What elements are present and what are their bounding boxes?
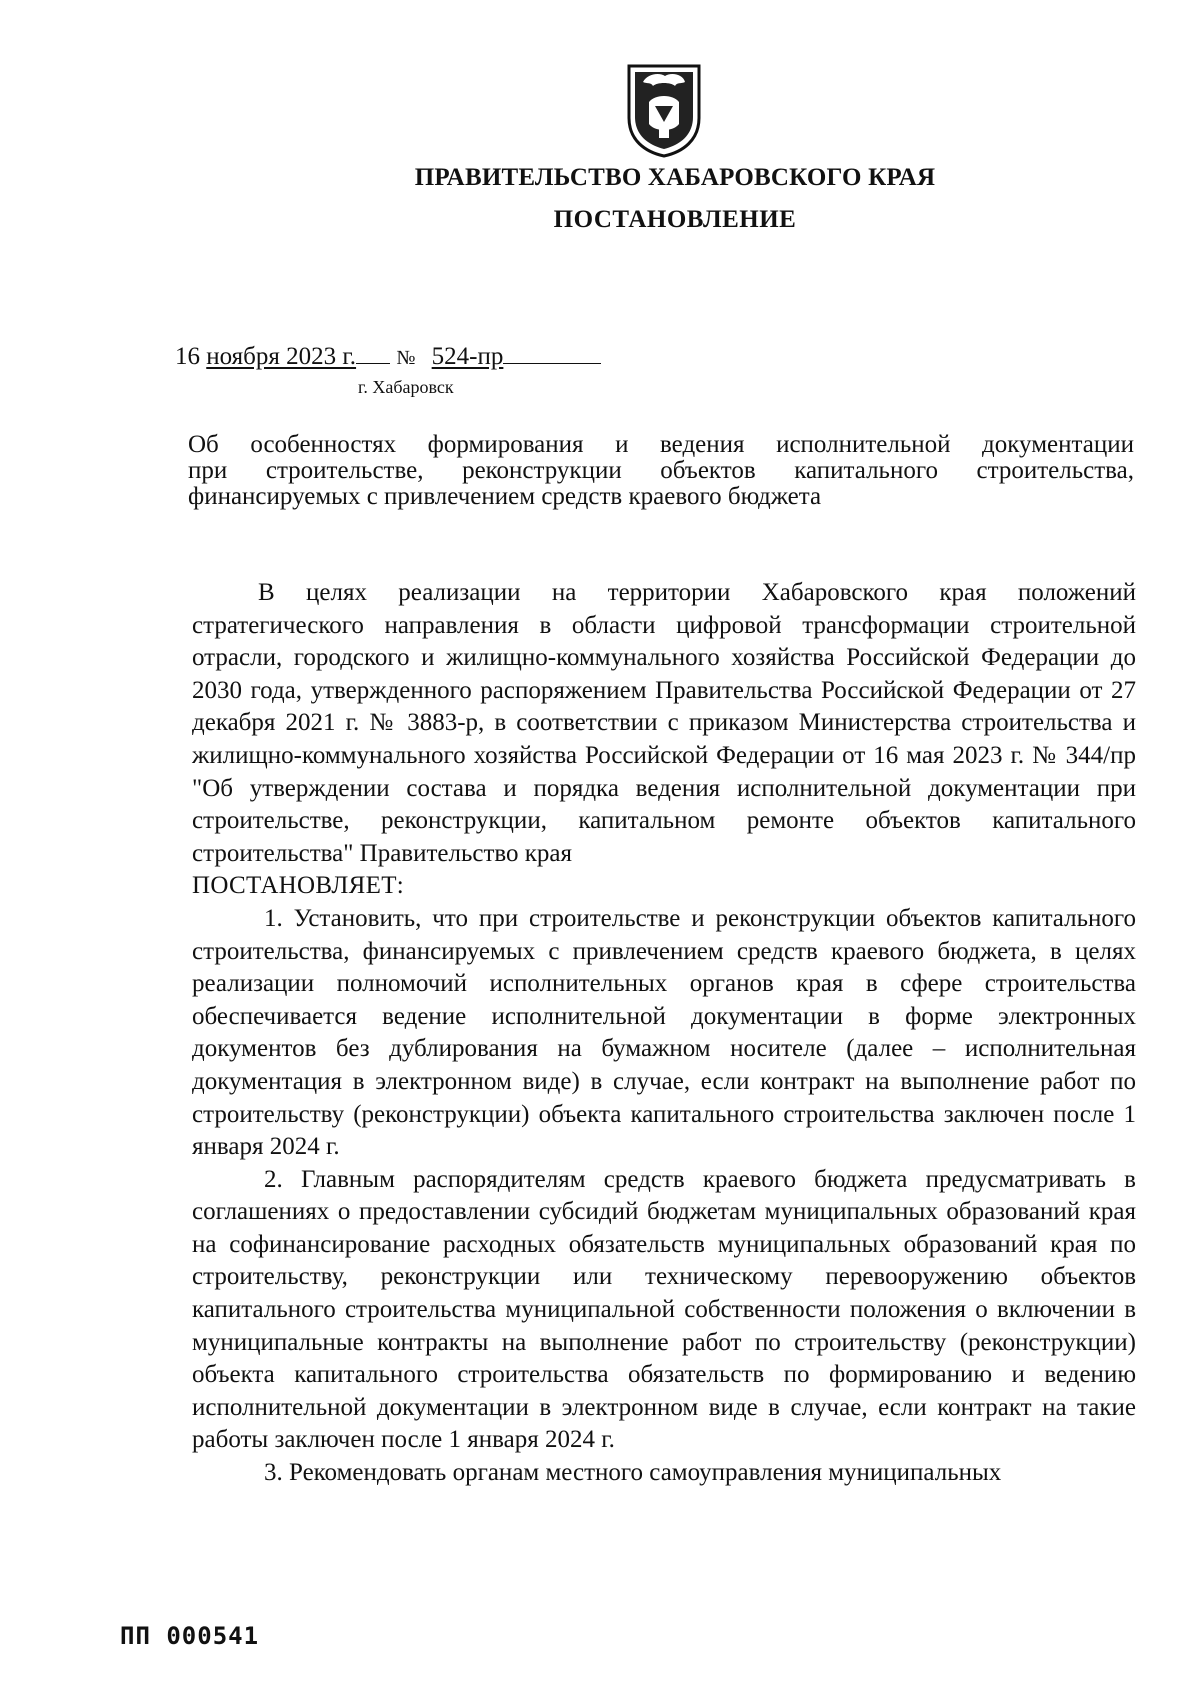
city-label: г. Хабаровск [358, 377, 454, 397]
clause-2: 2. Главным распорядителям средств краевого бюджета предусматривать в соглашениях о предоставлении субсидий бюджетам муниципальных образований края на софинансирование расходных обязательств муниципальных образований края по строительству, реконструкции или техническому перевооружению объектов капитального строительства муниципальной собственности положения о включении в муниципальные контракты на выполнение работ по строительству (реконструкции) объекта капитального строительства обязательств по формированию и ведению исполнительной документации в электронном виде в случае, если контракт на такие работы заключен после 1 января 2024 г. [192, 1165, 1136, 1454]
footer-form-code: ПП 000541 [120, 1622, 260, 1650]
number-label: № [396, 347, 416, 369]
khabarovsk-coat-of-arms-icon [625, 62, 703, 158]
resolves-heading: ПОСТАНОВЛЯЕТ: [192, 872, 405, 900]
document-number: 524-пр [431, 343, 504, 370]
date-day: 16 [175, 343, 200, 370]
document-body [192, 577, 1136, 1490]
clause-1: 1. Установить, что при строительстве и реконструкции объектов капитального строительства, финансируемых с привлечением средств краевого бюджета, в целях реализации полномочий исполнительных органов края в сфере строительства обеспечивается ведение исполнительной документации в форме электронных документов без дублирования на бумажном носителе (далее – исполнительная документация в электронном виде) в случае, если контракт на выполнение работ по строительству (реконструкции) объекта капитального строительства заключен после 1 января 2024 г. [192, 904, 1136, 1161]
document-type: ПОСТАНОВЛЕНИЕ [553, 206, 797, 233]
date-number-line [175, 343, 601, 371]
date-month-year: ноября 2023 г. [206, 343, 357, 370]
government-name: ПРАВИТЕЛЬСТВО ХАБАРОВСКОГО КРАЯ [414, 164, 936, 191]
subject-line: при строительстве, реконструкции объектов капитального строительства, [188, 457, 1134, 484]
document-subject [188, 432, 1134, 510]
subject-line: Об особенностях формирования и ведения исполнительной документации [188, 431, 1134, 458]
subject-line: финансируемых с привлечением средств краевого бюджета [188, 483, 822, 510]
preamble-paragraph: В целях реализации на территории Хабаровского края положений стратегического направления в области цифровой трансформации строительной отрасли, городского и жилищно-коммунального хозяйства Российской Федерации до 2030 года, утвержденного распоряжением Правительства Российской Федерации от 27 декабря 2021 г. № 3883-р, в соответствии с приказом Министерства строительства и жилищно-коммунального хозяйства Российской Федерации от 16 мая 2023 г. № 344/пр "Об утверждении состава и порядка ведения исполнительной документации при строительстве, реконструкции, капитальном ремонте объектов капитального строительства" Правительство края [192, 579, 1136, 867]
clause-3: 3. Рекомендовать органам местного самоуправления муниципальных [264, 1459, 1002, 1487]
